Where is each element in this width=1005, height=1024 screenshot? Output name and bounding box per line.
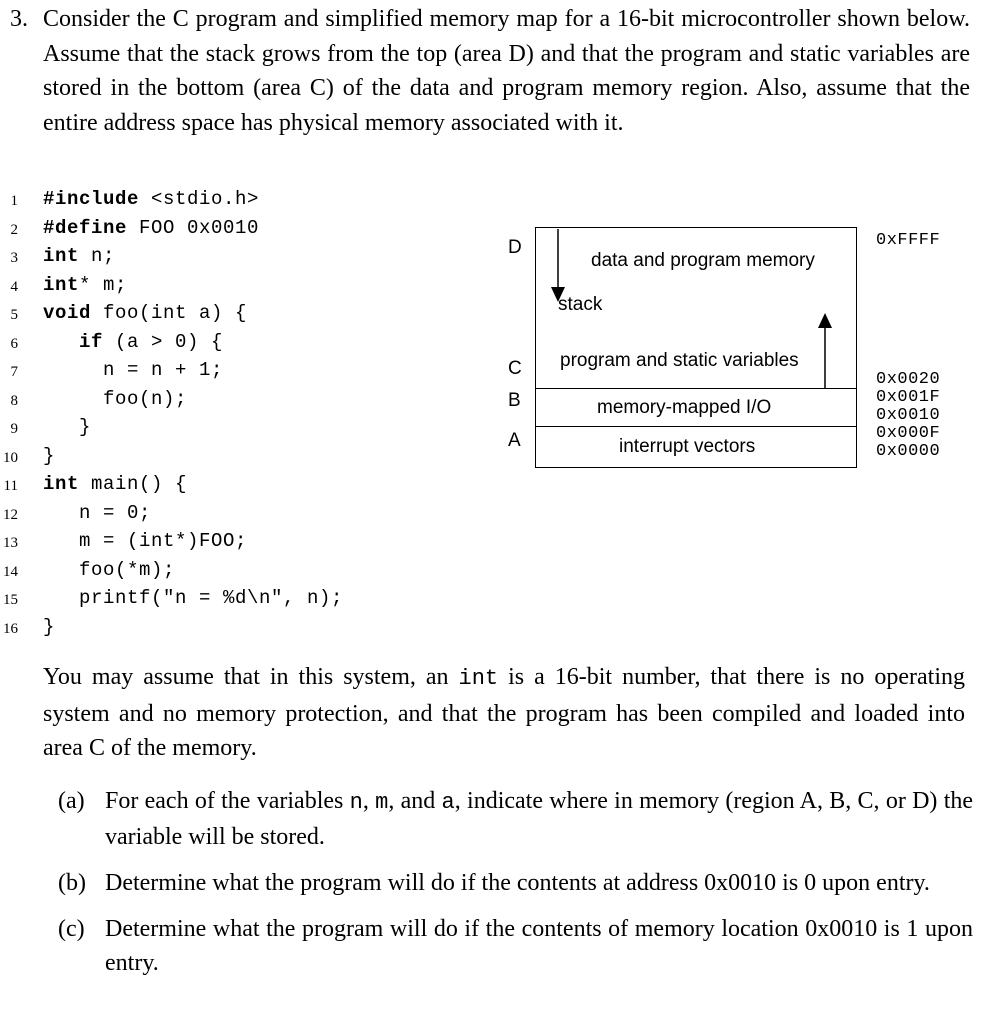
code-indent xyxy=(43,331,79,353)
region-letter-b: B xyxy=(508,390,521,411)
problem-intro xyxy=(10,2,970,140)
code-line-text xyxy=(43,587,343,609)
code-text: FOO 0x0010 xyxy=(127,216,260,239)
problem-intro-text: Consider the C program and simplified memory map for a 16-bit microcontroller shown below. Assume that the stack grows from the top (area D) and that the program and static variables are stored in the bottom (area C) of the data and program memory region. Also, assume that the entire address space has physical memory associated with it. xyxy=(43,6,970,136)
program-static-label: program and static variables xyxy=(560,350,799,371)
question-a-label: (a) xyxy=(58,788,85,814)
var-n: n xyxy=(349,790,363,815)
code-line-number: 11 xyxy=(3,478,18,494)
code-line-number: 2 xyxy=(10,221,18,238)
region-letter-a: A xyxy=(508,430,521,451)
code-line-number: 1 xyxy=(10,193,18,209)
code-line-text xyxy=(43,445,55,467)
code-text: } xyxy=(43,444,56,467)
code-text: m = (int*)FOO; xyxy=(79,530,248,552)
problem-number: 3. xyxy=(10,6,28,32)
address-000f: 0x000F xyxy=(876,424,941,443)
code-line-number: 12 xyxy=(3,506,18,523)
code-line-text xyxy=(43,359,223,381)
question-b xyxy=(58,866,973,900)
address-0020: 0x0020 xyxy=(876,370,941,389)
code-keyword: #define xyxy=(43,216,128,239)
code-text: n = 0; xyxy=(79,501,152,524)
question-a-pre: For each of the variables xyxy=(105,788,350,814)
question-c-label: (c) xyxy=(58,916,85,942)
code-text: foo(*m); xyxy=(79,558,176,581)
code-keyword: void xyxy=(43,302,92,324)
code-text: (a > 0) { xyxy=(103,330,224,353)
region-letter-c: C xyxy=(508,358,522,379)
code-indent xyxy=(43,530,79,552)
code-indent xyxy=(43,587,79,609)
assumptions-text-pre: You may assume that in this system, an xyxy=(43,664,459,690)
code-text: foo(int a) { xyxy=(91,302,248,324)
code-text: n; xyxy=(79,245,116,267)
code-line-text xyxy=(43,217,259,239)
code-text: main() { xyxy=(79,473,188,495)
code-line-number: 16 xyxy=(3,620,18,637)
code-line-text xyxy=(43,388,187,410)
code-line-number: 10 xyxy=(3,449,18,466)
code-line-number: 3 xyxy=(10,250,18,266)
code-line-number: 14 xyxy=(3,563,18,580)
code-line-text xyxy=(43,473,187,495)
memory-mapped-io-label: memory-mapped I/O xyxy=(597,397,772,418)
question-a-post: , indicate where in memory (region A, B, C, or D) the variable will be stored. xyxy=(105,788,974,850)
code-line-number: 7 xyxy=(10,364,18,380)
code-keyword: int xyxy=(43,473,80,495)
code-line-text xyxy=(43,188,259,210)
question-a-text xyxy=(105,784,973,854)
stack-label: stack xyxy=(558,294,603,315)
code-line-number: 5 xyxy=(10,307,18,323)
code-line-number: 6 xyxy=(10,335,18,352)
code-text: <stdio.h> xyxy=(139,188,260,210)
code-line-text xyxy=(43,274,127,296)
address-0000: 0x0000 xyxy=(876,442,941,461)
code-line-text xyxy=(43,530,247,552)
question-b-label: (b) xyxy=(58,870,86,896)
sub-questions xyxy=(58,784,973,992)
address-001f: 0x001F xyxy=(876,388,941,407)
code-line-text xyxy=(43,502,151,524)
code-line-number: 15 xyxy=(3,592,18,608)
question-c-text: Determine what the program will do if the contents of memory location 0x0010 is 1 upon entry. xyxy=(105,916,973,976)
assumptions-code-int: int xyxy=(458,666,499,691)
code-line-number: 9 xyxy=(10,421,18,437)
code-text: } xyxy=(43,615,56,638)
code-text: } xyxy=(79,416,92,438)
code-keyword: if xyxy=(79,330,104,353)
code-text: n = n + 1; xyxy=(103,359,224,381)
code-line-number: 8 xyxy=(10,392,18,409)
question-b-text: Determine what the program will do if the contents at address 0x0010 is 0 upon entry. xyxy=(105,870,930,896)
code-line-text xyxy=(43,559,175,581)
var-a: a xyxy=(441,790,455,815)
code-indent xyxy=(43,559,79,581)
question-c xyxy=(58,912,973,980)
code-indent xyxy=(43,359,103,381)
program-arrow-head xyxy=(818,313,832,328)
assumptions-text-post: is a 16-bit number, that there is no operating system and no memory protection, and that the program has been compiled and loaded into area C of the memory. xyxy=(43,664,966,761)
code-indent xyxy=(43,388,103,410)
code-line-number: 4 xyxy=(10,278,18,295)
code-line-number: 13 xyxy=(3,535,18,551)
question-a xyxy=(58,784,973,854)
question-a-sep1: , xyxy=(362,788,376,814)
data-region-label: data and program memory xyxy=(591,250,815,271)
code-indent xyxy=(43,502,79,524)
question-a-sep2: , and xyxy=(388,788,442,814)
code-text: * m; xyxy=(79,273,128,296)
var-m: m xyxy=(375,790,389,815)
code-indent xyxy=(43,416,79,438)
code-text: printf("n = %d\n", n); xyxy=(79,587,344,609)
code-line-text xyxy=(43,616,55,638)
address-ffff: 0xFFFF xyxy=(876,231,941,250)
assumptions-paragraph xyxy=(43,660,965,766)
interrupt-vectors-label: interrupt vectors xyxy=(619,436,756,457)
code-line-text xyxy=(43,245,115,267)
code-keyword: int xyxy=(43,245,80,267)
code-keyword: #include xyxy=(43,188,140,210)
memory-map xyxy=(500,225,1005,475)
code-line-text xyxy=(43,331,223,353)
code-text: foo(n); xyxy=(103,387,188,410)
region-letter-d: D xyxy=(508,237,522,258)
address-0010: 0x0010 xyxy=(876,406,941,425)
code-keyword: int xyxy=(43,273,80,296)
code-line-text xyxy=(43,302,247,324)
code-line-text xyxy=(43,416,91,438)
